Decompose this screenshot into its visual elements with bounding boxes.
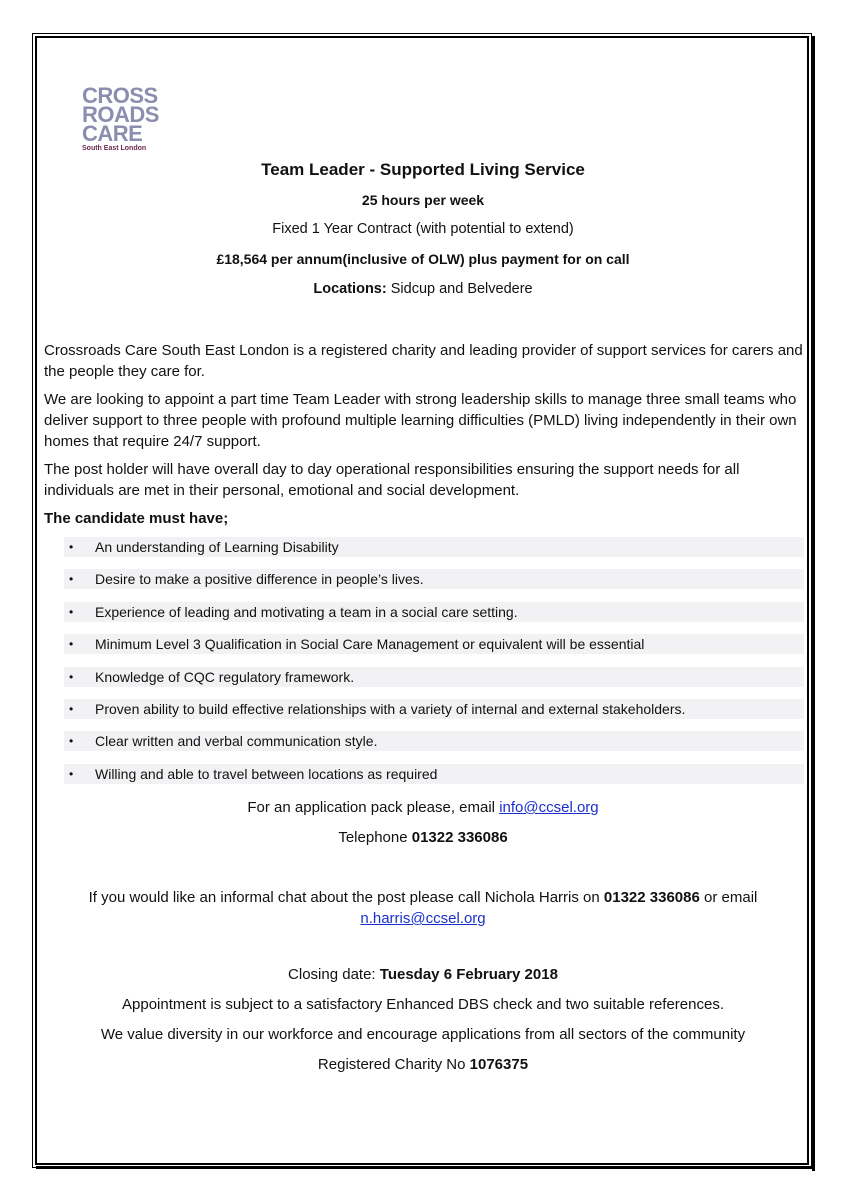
page-frame-shadow-right: [812, 36, 815, 1171]
bullet-icon: •: [69, 734, 74, 749]
bullet-icon: •: [69, 701, 74, 716]
contact-email-link[interactable]: n.harris@ccsel.org: [360, 910, 486, 927]
list-item: [64, 764, 804, 784]
bullet-icon: •: [69, 604, 74, 619]
list-item: [64, 699, 804, 719]
diversity-statement: We value diversity in our workforce and encourage applications from all sectors of the community: [100, 1026, 746, 1043]
job-salary: £18,564 per annum(inclusive of OLW) plus payment for on call: [216, 251, 630, 267]
logo-subtitle: South East London: [82, 145, 147, 152]
closing-date-line: [36, 966, 810, 983]
crossroads-care-logo: [82, 83, 164, 152]
requirement-text: An understanding of Learning Disability: [95, 539, 339, 555]
page-frame-shadow-bottom: [36, 1166, 815, 1169]
telephone-label: Telephone: [338, 829, 412, 846]
role-paragraph: We are looking to appoint a part time Team Leader with strong leadership skills to manage three small teams who deliver support to three people with profound multiple learning difficulties (PMLD) living independently in their own homes that require 24/7 support.: [44, 391, 797, 450]
list-item: [64, 537, 804, 557]
telephone-number: 01322 336086: [411, 829, 508, 846]
info-email-link[interactable]: info@ccsel.org: [499, 799, 599, 816]
informal-chat-line: [36, 887, 810, 929]
job-locations: [36, 281, 810, 297]
intro-paragraph: Crossroads Care South East London is a registered charity and leading provider of support services for carers and the people they care for.: [44, 342, 803, 380]
application-line: [36, 799, 810, 816]
appointment-note: Appointment is subject to a satisfactory Enhanced DBS check and two suitable references.: [122, 996, 724, 1013]
application-text: For an application pack please, email: [247, 799, 500, 816]
logo-line-1: CROSS: [82, 83, 158, 108]
requirement-text: Desire to make a positive difference in people’s lives.: [95, 571, 424, 588]
job-hours: 25 hours per week: [361, 192, 485, 208]
requirements-heading: The candidate must have;: [44, 510, 229, 527]
charity-number: 1076375: [469, 1056, 529, 1073]
requirement-text: Experience of leading and motivating a team in a social care setting.: [95, 603, 518, 620]
job-contract: Fixed 1 Year Contract (with potential to extend): [272, 221, 574, 237]
bullet-icon: •: [69, 766, 74, 781]
list-item: [64, 634, 804, 654]
list-item: [64, 667, 804, 687]
list-item: [64, 569, 804, 589]
requirements-list: [64, 537, 804, 796]
charity-number-line: [36, 1056, 810, 1073]
bullet-icon: •: [69, 637, 74, 652]
logo-line-2: ROADS: [82, 102, 159, 127]
logo-line-3: CARE: [82, 121, 143, 146]
closing-date: Tuesday 6 February 2018: [379, 966, 558, 983]
locations-value: Sidcup and Belvedere: [386, 281, 533, 297]
chat-or-email: or email: [699, 889, 758, 906]
chat-text: If you would like an informal chat about the post please call Nichola Harris on: [88, 889, 604, 906]
requirement-text: Clear written and verbal communication style.: [95, 733, 378, 750]
bullet-icon: •: [69, 572, 74, 587]
bullet-icon: •: [69, 669, 74, 684]
list-item: [64, 731, 804, 751]
closing-label: Closing date:: [288, 966, 380, 983]
responsibilities-paragraph: The post holder will have overall day to day operational responsibilities ensuring the support needs for all individuals are met in their personal, emotional and social development.: [44, 461, 740, 499]
requirement-text: Minimum Level 3 Qualification in Social Care Management or equivalent will be essential: [95, 636, 645, 653]
job-title: Team Leader - Supported Living Service: [261, 160, 585, 179]
requirement-text: Proven ability to build effective relationships with a variety of internal and external stakeholders.: [95, 700, 686, 717]
chat-phone-number: 01322 336086: [603, 889, 700, 906]
requirement-text: Willing and able to travel between locations as required: [95, 765, 438, 782]
locations-label: Locations:: [313, 281, 387, 297]
list-item: [64, 602, 804, 622]
bullet-icon: •: [69, 540, 74, 554]
requirement-text: Knowledge of CQC regulatory framework.: [95, 668, 355, 685]
charity-label: Registered Charity No: [317, 1056, 470, 1073]
telephone-line: [36, 829, 810, 846]
